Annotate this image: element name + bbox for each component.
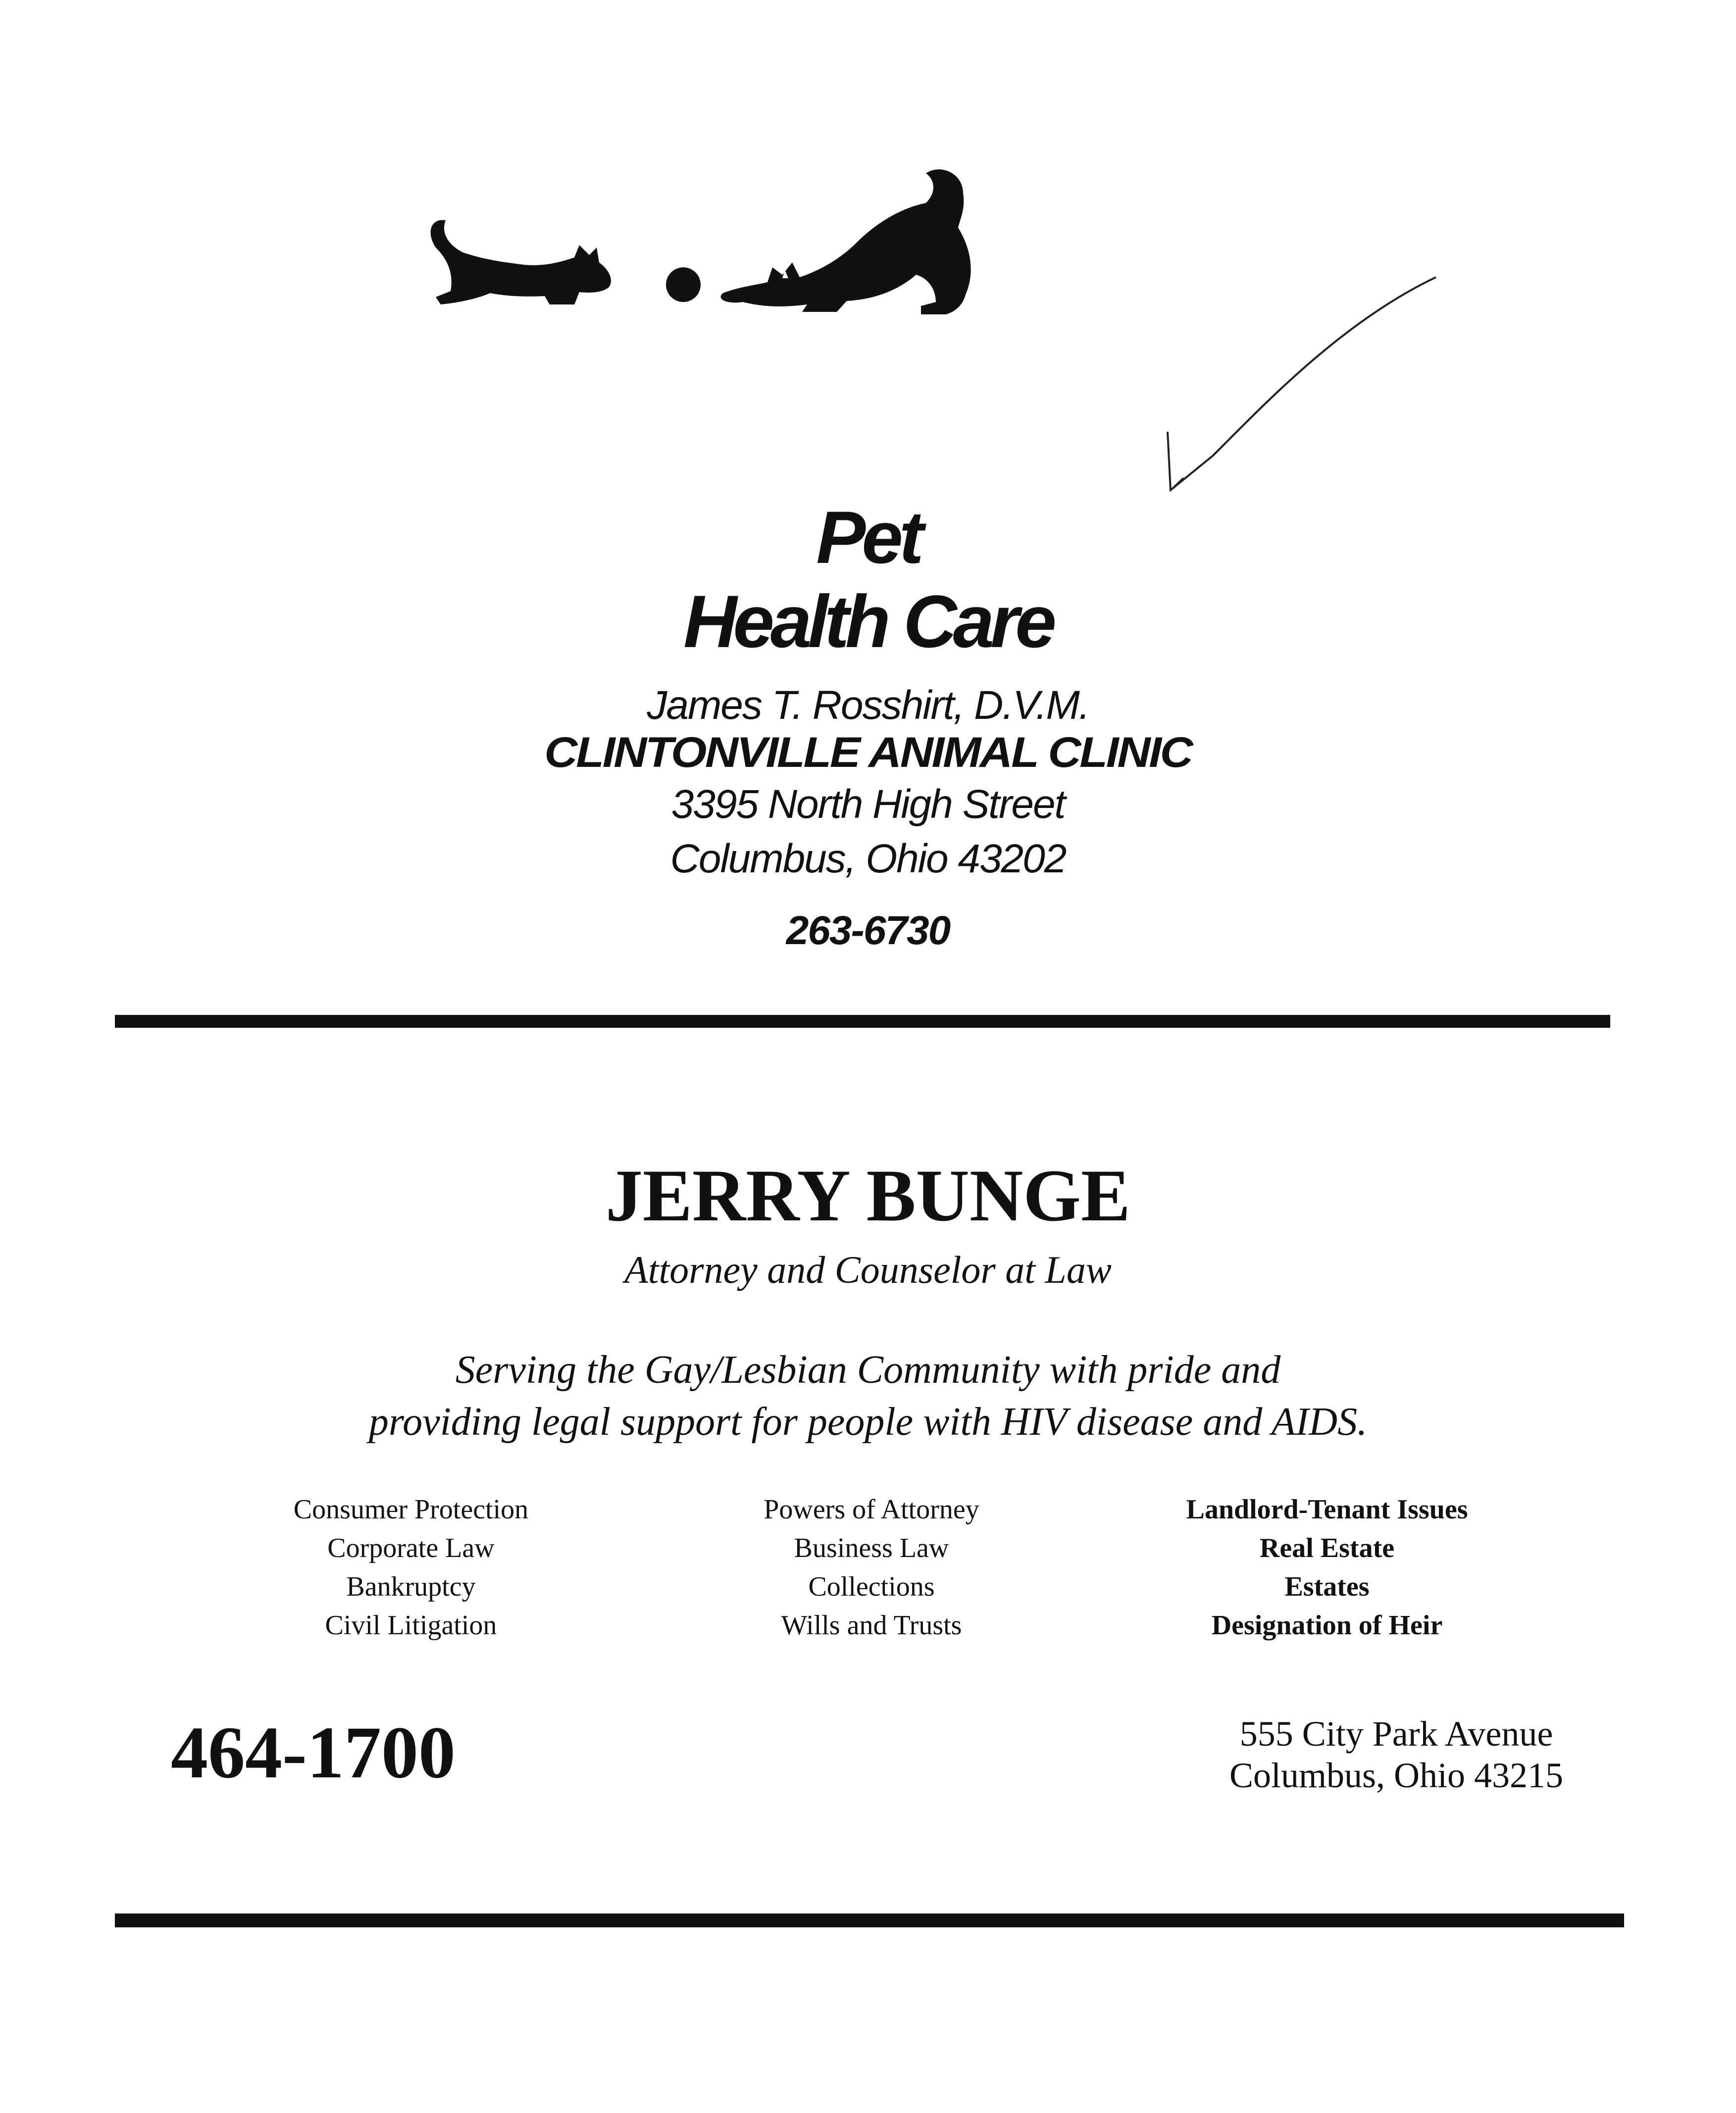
pet-ad-title-line1: Pet bbox=[816, 496, 920, 579]
practice-area-item: Bankruptcy bbox=[346, 1571, 476, 1602]
attorney-name: JERRY BUNGE bbox=[605, 1155, 1131, 1237]
pet-ad-city-address: Columbus, Ohio 43202 bbox=[670, 836, 1066, 881]
pet-ad-clinic-name: CLINTONVILLE ANIMAL CLINIC bbox=[544, 729, 1192, 776]
attorney-tagline-line1: Serving the Gay/Lesbian Community with pride and bbox=[455, 1348, 1281, 1392]
attorney-tagline-line2: providing legal support for people with HIV disease and AIDS. bbox=[368, 1400, 1368, 1444]
practice-area-item: Wills and Trusts bbox=[781, 1610, 962, 1641]
pet-ad-street-address: 3395 North High Street bbox=[671, 782, 1065, 827]
divider-rule-top bbox=[115, 1015, 1610, 1028]
attorney-address-line1: 555 City Park Avenue bbox=[1239, 1714, 1553, 1754]
pet-ad-title-line2: Health Care bbox=[683, 580, 1053, 663]
practice-area-item: Business Law bbox=[794, 1533, 949, 1563]
attorney-address-line2: Columbus, Ohio 43215 bbox=[1229, 1756, 1564, 1795]
practice-areas-column-2 bbox=[683, 1490, 1060, 1645]
attorney-title: Attorney and Counselor at Law bbox=[624, 1248, 1112, 1291]
pet-ad-doctor-name: James T. Rosshirt, D.V.M. bbox=[647, 683, 1089, 728]
practice-area-item: Collections bbox=[808, 1571, 935, 1602]
divider-rule-bottom bbox=[115, 1913, 1624, 1927]
practice-area-item: Real Estate bbox=[1259, 1533, 1395, 1563]
check-mark-icon bbox=[1154, 257, 1441, 495]
practice-area-item: Landlord-Tenant Issues bbox=[1186, 1494, 1468, 1525]
practice-area-item: Consumer Protection bbox=[293, 1494, 529, 1525]
practice-area-item: Powers of Attorney bbox=[764, 1494, 979, 1525]
attorney-phone: 464-1700 bbox=[171, 1711, 456, 1794]
practice-areas-column-1 bbox=[223, 1490, 599, 1645]
pet-ad-phone: 263-6730 bbox=[786, 908, 950, 953]
cats-playing-illustration bbox=[426, 163, 1084, 396]
practice-area-item: Civil Litigation bbox=[325, 1610, 497, 1641]
practice-area-item: Estates bbox=[1284, 1571, 1370, 1602]
practice-area-item: Corporate Law bbox=[327, 1533, 495, 1563]
practice-area-item: Designation of Heir bbox=[1211, 1610, 1443, 1641]
practice-areas-column-3 bbox=[1139, 1490, 1515, 1645]
attorney-address bbox=[1178, 1713, 1614, 1796]
